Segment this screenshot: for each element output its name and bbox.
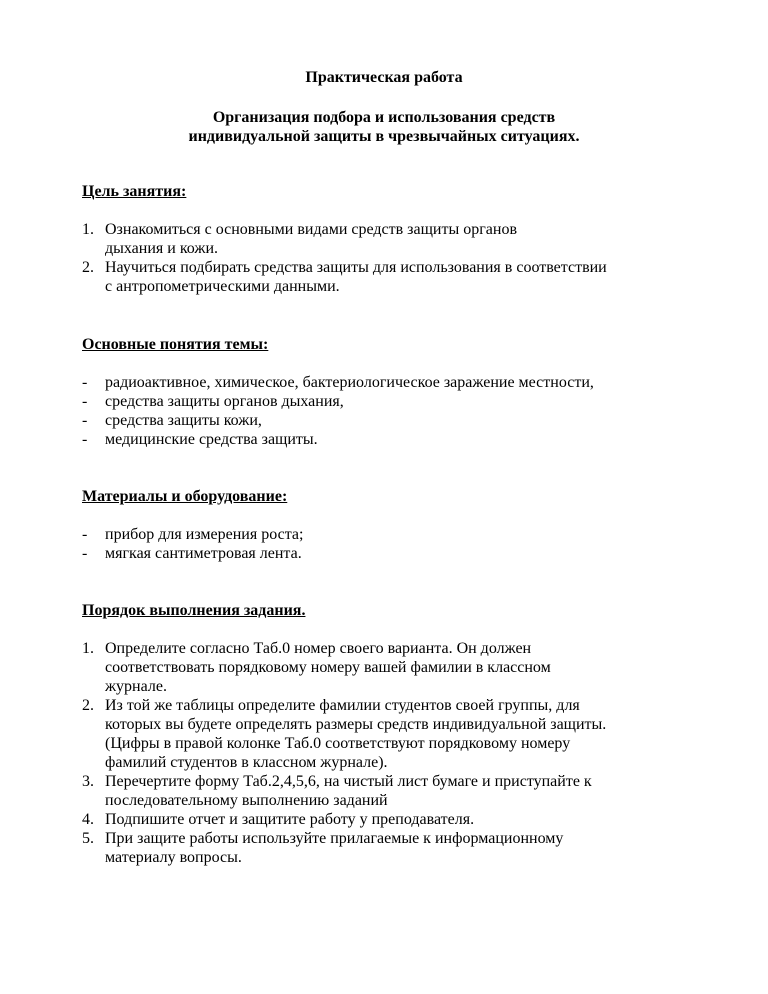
list-item (82, 373, 702, 392)
list-item (82, 258, 702, 296)
list-item-line: с антропометрическими данными. (105, 278, 340, 295)
list-marker: - (82, 431, 88, 448)
list-item-line: При защите работы используйте прилагаемые к информационному (105, 830, 564, 847)
list-marker: - (82, 412, 88, 429)
list-item-line: медицинские средства защиты. (105, 431, 318, 448)
list-item-line: Научиться подбирать средства защиты для использования в соответствии (105, 259, 607, 276)
list-item (82, 392, 702, 411)
list-marker: - (82, 374, 88, 391)
concepts-heading: Основные понятия темы: (82, 336, 269, 353)
page-title: Практическая работа (305, 69, 463, 86)
subtitle-line-1: Организация подбора и использования средств (212, 109, 556, 126)
list-item-line: Подпишите отчет и защитите работу у преподавателя. (105, 811, 475, 828)
list-item (82, 411, 702, 430)
list-marker: 2. (82, 259, 94, 276)
page-subtitle (0, 108, 768, 146)
list-item-line: журнале. (105, 678, 167, 695)
list-marker: - (82, 393, 88, 410)
list-item-line: средства защиты кожи, (105, 412, 262, 429)
list-marker: 1. (82, 640, 94, 657)
list-item-line: средства защиты органов дыхания, (105, 393, 344, 410)
list-item (82, 544, 702, 563)
list-item (82, 220, 702, 258)
goal-list (82, 220, 702, 296)
list-item (82, 696, 702, 772)
list-item (82, 772, 702, 810)
list-item-line: радиоактивное, химическое, бактериологическое заражение местности, (105, 374, 594, 391)
subtitle-line-2: индивидуальной защиты в чрезвычайных ситуациях. (188, 128, 580, 145)
list-item-line: Перечертите форму Таб.2,4,5,6, на чистый лист бумаге и приступайте к (105, 773, 592, 790)
list-item-line: мягкая сантиметровая лента. (105, 545, 302, 562)
list-marker: 5. (82, 830, 94, 847)
list-item-line: фамилий студентов в классном журнале). (105, 754, 388, 771)
materials-heading: Материалы и оборудование: (82, 488, 288, 505)
list-marker: 4. (82, 811, 94, 828)
list-marker: - (82, 545, 88, 562)
list-marker: 1. (82, 221, 94, 238)
list-item-line: материалу вопросы. (105, 849, 242, 866)
concepts-list (82, 373, 702, 449)
list-item-line: дыхания и кожи. (105, 240, 219, 257)
list-item (82, 810, 702, 829)
list-item-line: (Цифры в правой колонке Таб.0 соответствуют порядковому номеру (105, 735, 571, 752)
list-item-line: Определите согласно Таб.0 номер своего варианта. Он должен (105, 640, 532, 657)
list-item (82, 829, 702, 867)
list-marker: 3. (82, 773, 94, 790)
goal-heading: Цель занятия: (82, 183, 187, 200)
list-item (82, 525, 702, 544)
list-item-line: Ознакомиться с основными видами средств защиты органов (105, 221, 518, 238)
list-marker: - (82, 526, 88, 543)
list-item-line: Из той же таблицы определите фамилии студентов своей группы, для (105, 697, 580, 714)
list-item-line: которых вы будете определять размеры средств индивидуальной защиты. (105, 716, 607, 733)
list-item (82, 639, 702, 696)
procedure-list (82, 639, 702, 867)
list-marker: 2. (82, 697, 94, 714)
list-item-line: последовательному выполнению заданий (105, 792, 388, 809)
materials-list (82, 525, 702, 563)
list-item-line: прибор для измерения роста; (105, 526, 304, 543)
list-item-line: соответствовать порядковому номеру вашей фамилии в классном (105, 659, 551, 676)
list-item (82, 430, 702, 449)
procedure-heading: Порядок выполнения задания. (82, 602, 306, 619)
